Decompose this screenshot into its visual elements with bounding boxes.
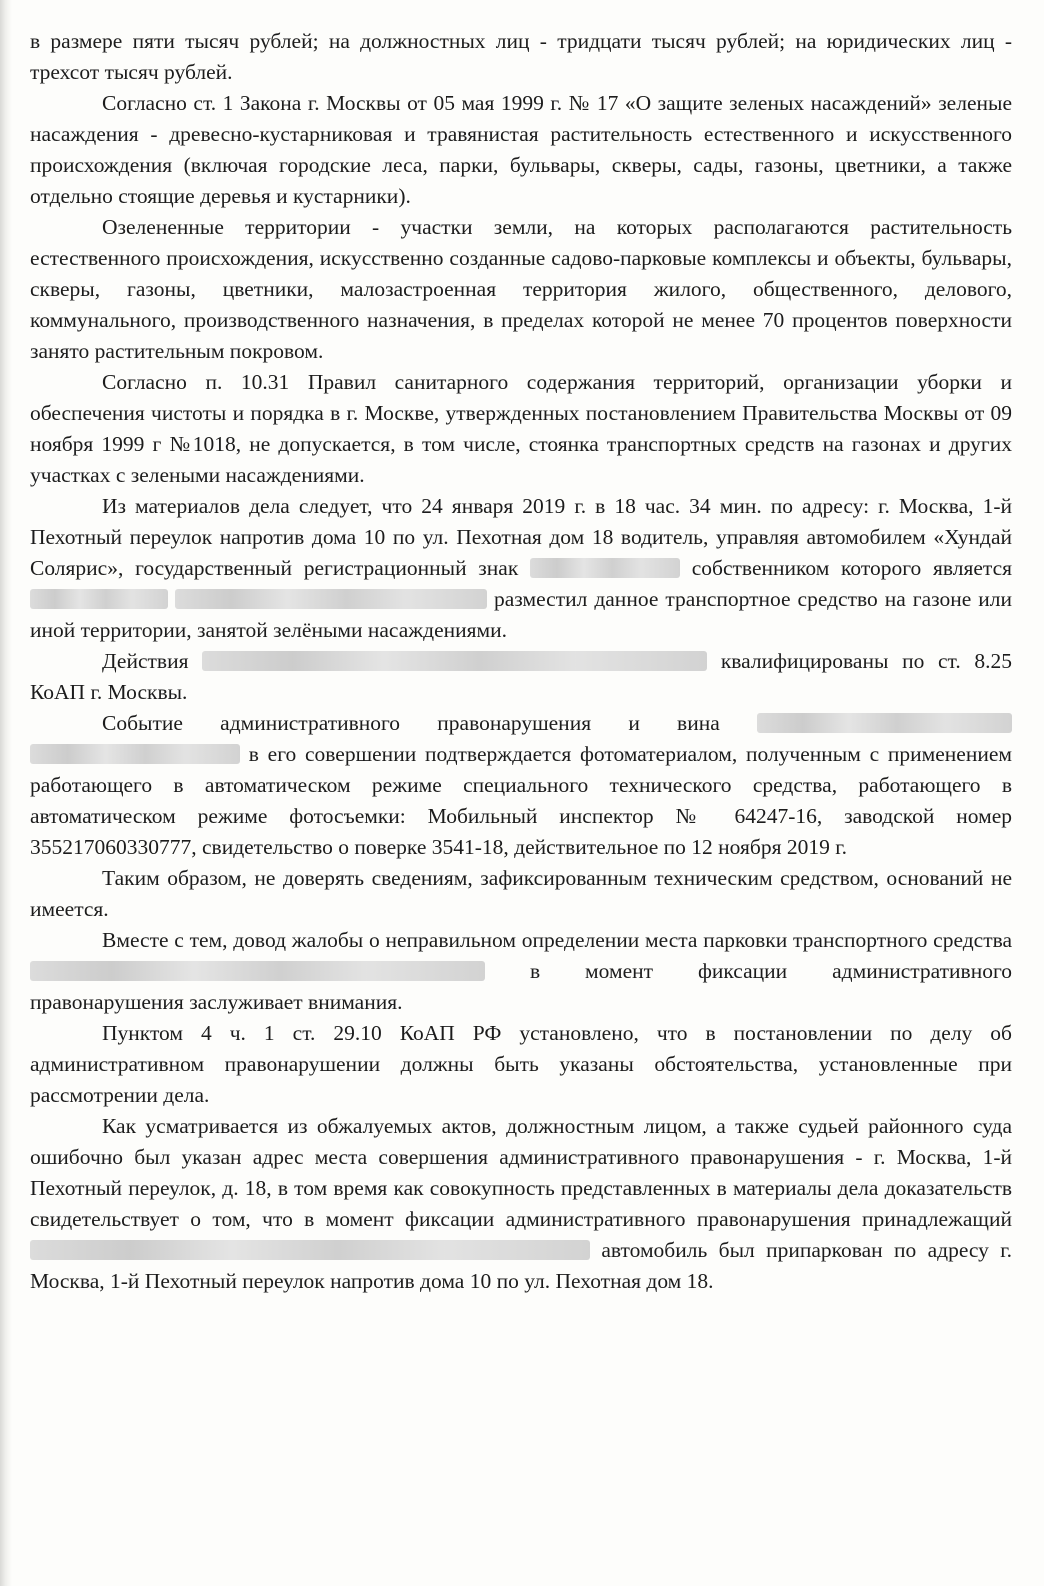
paragraph-text: Таким образом, не доверять сведениям, зафиксированным техническим средством, оснований не имеется. bbox=[30, 866, 1012, 921]
redacted-person-name bbox=[30, 1240, 590, 1260]
paragraph-text: Пунктом 4 ч. 1 ст. 29.10 КоАП РФ установлено, что в постановлении по делу об административном правонарушении должны быть указаны обстоятельства, установленные при рассмотрении дела. bbox=[30, 1021, 1012, 1107]
paragraph-text: собственником которого является bbox=[691, 556, 1013, 580]
redacted-person-name bbox=[757, 713, 1012, 733]
redacted-owner-name bbox=[30, 589, 168, 609]
paragraph-text: Вместе с тем, довод жалобы о неправильном определении места парковки транспортного средства bbox=[102, 928, 1012, 952]
paragraph-event-and-guilt bbox=[30, 708, 1012, 863]
paragraph-text: в момент фиксации административного правонарушения заслуживает внимания. bbox=[30, 959, 1012, 1014]
paragraph-koap-article bbox=[30, 1018, 1012, 1111]
paragraph-text: Как усматривается из обжалуемых актов, должностным лицом, а также судьей районного суда ошибочно был указан адрес места совершения административного правонарушения - г. Москва, 1-й Пехотный переулок, д. 18, в том время как совокупность представленных в материалы дела доказательств свидетельствует о том, что в момент фиксации административного правонарушения принадлежащий bbox=[30, 1114, 1012, 1231]
paragraph-text: Из материалов дела следует, что 24 января 2019 г. в 18 час. 34 мин. по адресу: г. Москва, 1-й Пехотный переулок напротив дома 10 по ул. Пехотная дом 18 водитель, управляя автомобилем «Хундай Солярис», государственный регистрационный знак bbox=[30, 494, 1012, 580]
redacted-person-name bbox=[30, 961, 485, 981]
redacted-owner-name bbox=[175, 589, 487, 609]
paragraph-complaint-argument bbox=[30, 925, 1012, 1018]
paragraph-text: Согласно ст. 1 Закона г. Москвы от 05 мая 1999 г. № 17 «О защите зеленых насаждений» зеленые насаждения - древесно-кустарниковая и травянистая растительность естественного и искусственного происхождения (включая городские леса, парки, бульвары, скверы, сады, газоны, цветники, а также отдельно стоящие деревья и кустарники). bbox=[30, 91, 1012, 208]
redacted-person-name bbox=[30, 744, 240, 764]
paragraph-text: в его совершении подтверждается фотоматериалом, полученным с применением работающего в автоматическом режиме специального технического средства, работающего в автоматическом режиме фотосъемки: Мобильный инспектор № 64247-16, заводской номер 355217060330777, свидетельство о поверке 3541-18, действительное по 12 ноября 2019 г. bbox=[30, 742, 1013, 859]
document-body bbox=[30, 26, 1012, 1297]
paragraph-green-territories bbox=[30, 212, 1012, 367]
paragraph-text: Событие административного правонарушения и вина bbox=[102, 711, 720, 735]
paragraph-text: Озелененные территории - участки земли, на которых располагаются растительность естественного происхождения, искусственно созданные садово-парковые комплексы и объекты, бульвары, скверы, газоны, цветники, малозастроенная территория жилого, общественного, делового, коммунального, производственного назначения, в пределах которой не менее 70 процентов поверхности занято растительным покровом. bbox=[30, 215, 1012, 363]
scan-edge-shadow bbox=[0, 0, 12, 1586]
paragraph-text: Согласно п. 10.31 Правил санитарного содержания территорий, организации уборки и обеспечения чистоты и порядка в г. Москве, утвержденных постановлением Правительства Москвы от 09 ноября 1999 г №1018, не допускается, в том числе, стоянка транспортных средств на газонах и других участках с зелеными насаждениями. bbox=[30, 370, 1012, 487]
paragraph-case-materials bbox=[30, 491, 1012, 646]
paragraph-text: Действия bbox=[102, 649, 189, 673]
redacted-person-name bbox=[202, 651, 707, 671]
paragraph-text: автомобиль был припаркован по адресу г. Москва, 1-й Пехотный переулок напротив дома 10 по ул. Пехотная дом 18. bbox=[30, 1238, 1013, 1293]
redacted-plate-number bbox=[530, 558, 680, 578]
paragraph-green-plantings bbox=[30, 88, 1012, 212]
paragraph-sanitary-rules bbox=[30, 367, 1012, 491]
paragraph-text: разместил данное транспортное средство на газоне или иной территории, занятой зелёными насаждениями. bbox=[30, 587, 1013, 642]
paragraph-text: в размере пяти тысяч рублей; на должностных лиц - тридцати тысяч рублей; на юридических лиц - трехсот тысяч рублей. bbox=[30, 29, 1012, 84]
paragraph-fines bbox=[30, 26, 1012, 88]
paragraph-address-error bbox=[30, 1111, 1012, 1297]
paragraph-text: квалифицированы по ст. 8.25 КоАП г. Москвы. bbox=[30, 649, 1012, 704]
paragraph-actions-qualified bbox=[30, 646, 1012, 708]
paragraph-trust-evidence bbox=[30, 863, 1012, 925]
